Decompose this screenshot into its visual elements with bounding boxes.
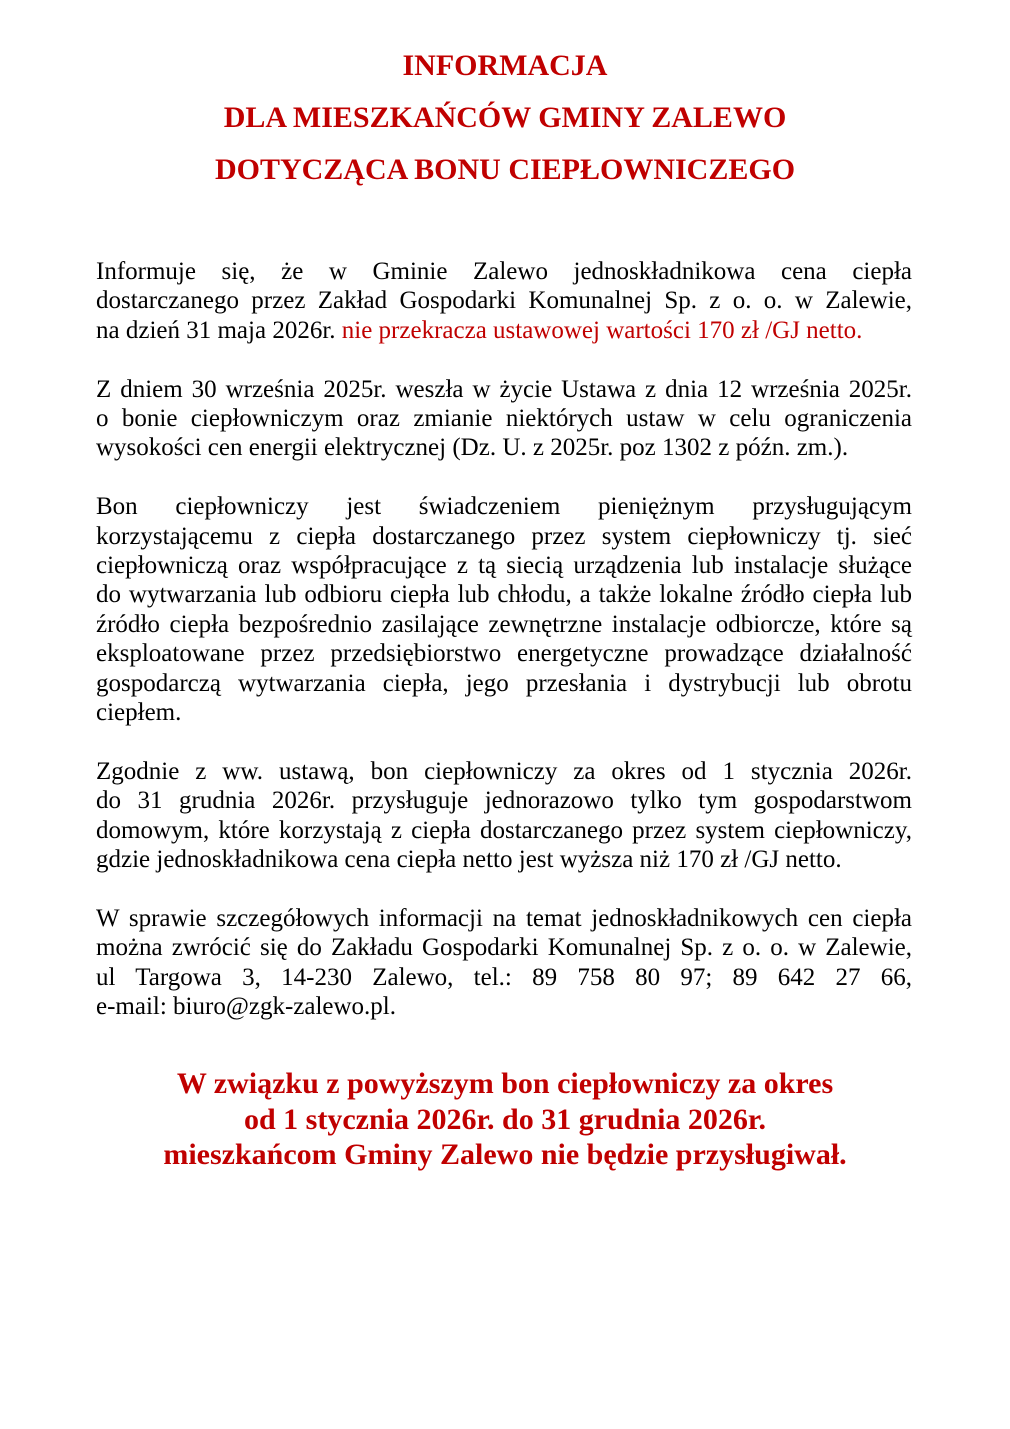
paragraph-line: Informuje się, że w Gminie Zalewo jednoskładnikowa cena ciepła (96, 258, 912, 285)
paragraph-text: na dzień 31 maja 2026r. (96, 316, 336, 344)
highlighted-statement: nie przekracza ustawowej wartości 170 zł /GJ netto. (341, 316, 863, 344)
paragraph-definition (96, 492, 912, 727)
paragraph-line: ul Targowa 3, 14-230 Zalewo, tel.: 89 758 80 97; 89 642 27 66, (96, 963, 912, 991)
paragraph-line: W sprawie szczegółowych informacji na temat jednoskładnikowych cen ciepła (96, 904, 912, 932)
paragraph-line: gospodarczą wytwarzania ciepła, jego przesłania i dystrybucji lub obrotu (96, 669, 912, 697)
paragraph-line: dostarczanego przez Zakład Gospodarki Komunalnej Sp. z o. o. w Zalewie, (96, 287, 912, 315)
paragraph-price-info (96, 257, 912, 345)
paragraph-line: ciepłem. (96, 699, 182, 727)
paragraph-line: e-mail: biuro@zgk-zalewo.pl. (96, 993, 396, 1021)
paragraph-line: domowym, które korzystają z ciepła dostarczanego przez system ciepłowniczy, (96, 816, 912, 844)
paragraph-line: Z dniem 30 września 2025r. weszła w życie Ustawa z dnia 12 września 2025r. (96, 375, 912, 403)
title-line: INFORMACJA (402, 49, 608, 82)
paragraph-line: eksploatowane przez przedsiębiorstwo energetyczne prowadzące działalność (96, 640, 912, 668)
conclusion-line: od 1 stycznia 2026r. do 31 grudnia 2026r. (243, 1102, 766, 1136)
paragraph-line (96, 316, 912, 345)
paragraph-line: Zgodnie z ww. ustawą, bon ciepłowniczy za okres od 1 stycznia 2026r. (96, 757, 912, 785)
conclusion-line: mieszkańcom Gminy Zalewo nie będzie przysługiwał. (163, 1138, 847, 1171)
document-body (96, 257, 912, 1022)
paragraph-eligibility (96, 757, 912, 875)
paragraph-line: źródło ciepła bezpośrednio zasilające zewnętrzne instalacje odbiorcze, które są (96, 610, 912, 638)
paragraph-line: gdzie jednoskładnikowa cena ciepła netto jest wyższa niż 170 zł /GJ netto. (96, 846, 842, 874)
paragraph-law-info (96, 375, 912, 463)
paragraph-contact (96, 904, 912, 1022)
title-line: DLA MIESZKAŃCÓW GMINY ZALEWO (223, 101, 787, 134)
paragraph-line: o bonie ciepłowniczym oraz zmianie niektórych ustaw w celu ograniczenia (96, 405, 912, 433)
conclusion-line: W związku z powyższym bon ciepłowniczy za okres (176, 1067, 834, 1100)
paragraph-line: do wytwarzania lub odbioru ciepła lub chłodu, a także lokalne źródło ciepła lub (96, 581, 912, 609)
document-title (0, 40, 1010, 196)
paragraph-line: można zwrócić się do Zakładu Gospodarki Komunalnej Sp. z o. o. w Zalewie, (96, 934, 912, 962)
paragraph-line: ciepłowniczą oraz współpracujące z tą siecią urządzenia lub instalacje służące (96, 552, 912, 580)
paragraph-line: do 31 grudnia 2026r. przysługuje jednorazowo tylko tym gospodarstwom (96, 787, 912, 815)
conclusion-statement (0, 1066, 1010, 1173)
paragraph-line: korzystającemu z ciepła dostarczanego przez system ciepłowniczy tj. sieć (96, 522, 912, 550)
paragraph-line: wysokości cen energii elektrycznej (Dz. U. z 2025r. poz 1302 z późn. zm.). (96, 434, 849, 462)
paragraph-line: Bon ciepłowniczy jest świadczeniem pieniężnym przysługującym (96, 493, 912, 521)
title-line: DOTYCZĄCA BONU CIEPŁOWNICZEGO (214, 153, 796, 186)
